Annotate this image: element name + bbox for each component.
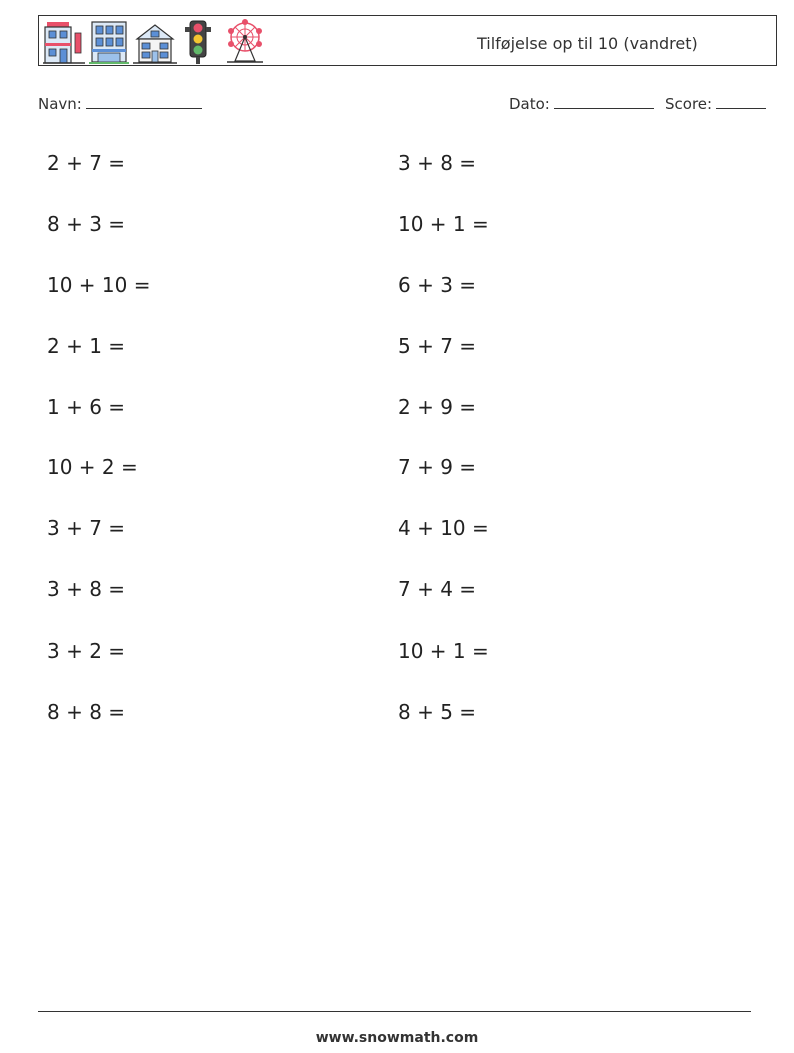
name-field xyxy=(38,94,202,113)
problem-right-4: 5 + 7 = xyxy=(398,334,477,358)
date-label: Dato: xyxy=(509,95,550,113)
problem-right-8: 7 + 4 = xyxy=(398,577,477,601)
name-label: Navn: xyxy=(38,95,82,113)
problem-left-10: 8 + 8 = xyxy=(47,700,126,724)
name-blank[interactable] xyxy=(86,94,202,109)
problem-left-2: 8 + 3 = xyxy=(47,212,126,236)
score-blank[interactable] xyxy=(716,94,766,109)
worksheet-header xyxy=(38,15,777,66)
score-label: Score: xyxy=(665,95,713,113)
problem-right-7: 4 + 10 = xyxy=(398,516,489,540)
traffic-light-icon xyxy=(181,19,215,65)
buildings-icon xyxy=(43,19,85,65)
office-building-icon xyxy=(89,19,129,65)
problem-left-1: 2 + 7 = xyxy=(47,151,126,175)
problem-left-9: 3 + 2 = xyxy=(47,639,126,663)
problem-right-2: 10 + 1 = xyxy=(398,212,489,236)
problem-left-4: 2 + 1 = xyxy=(47,334,126,358)
ferris-wheel-icon xyxy=(223,19,267,65)
problem-right-6: 7 + 9 = xyxy=(398,455,477,479)
date-blank[interactable] xyxy=(554,94,654,109)
problem-left-7: 3 + 7 = xyxy=(47,516,126,540)
score-field xyxy=(665,94,766,113)
problem-right-1: 3 + 8 = xyxy=(398,151,477,175)
problem-right-10: 8 + 5 = xyxy=(398,700,477,724)
problem-left-5: 1 + 6 = xyxy=(47,395,126,419)
problem-left-3: 10 + 10 = xyxy=(47,273,151,297)
house-icon xyxy=(133,19,177,65)
date-field xyxy=(509,94,654,113)
problem-left-6: 10 + 2 = xyxy=(47,455,138,479)
problem-left-8: 3 + 8 = xyxy=(47,577,126,601)
footer-site-link[interactable]: www.snowmath.com xyxy=(315,1030,479,1046)
problem-right-9: 10 + 1 = xyxy=(398,639,489,663)
problem-right-3: 6 + 3 = xyxy=(398,273,477,297)
worksheet-title: Tilføjelse op til 10 (vandret) xyxy=(477,34,698,53)
problem-right-5: 2 + 9 = xyxy=(398,395,477,419)
footer-divider xyxy=(38,1011,751,1012)
